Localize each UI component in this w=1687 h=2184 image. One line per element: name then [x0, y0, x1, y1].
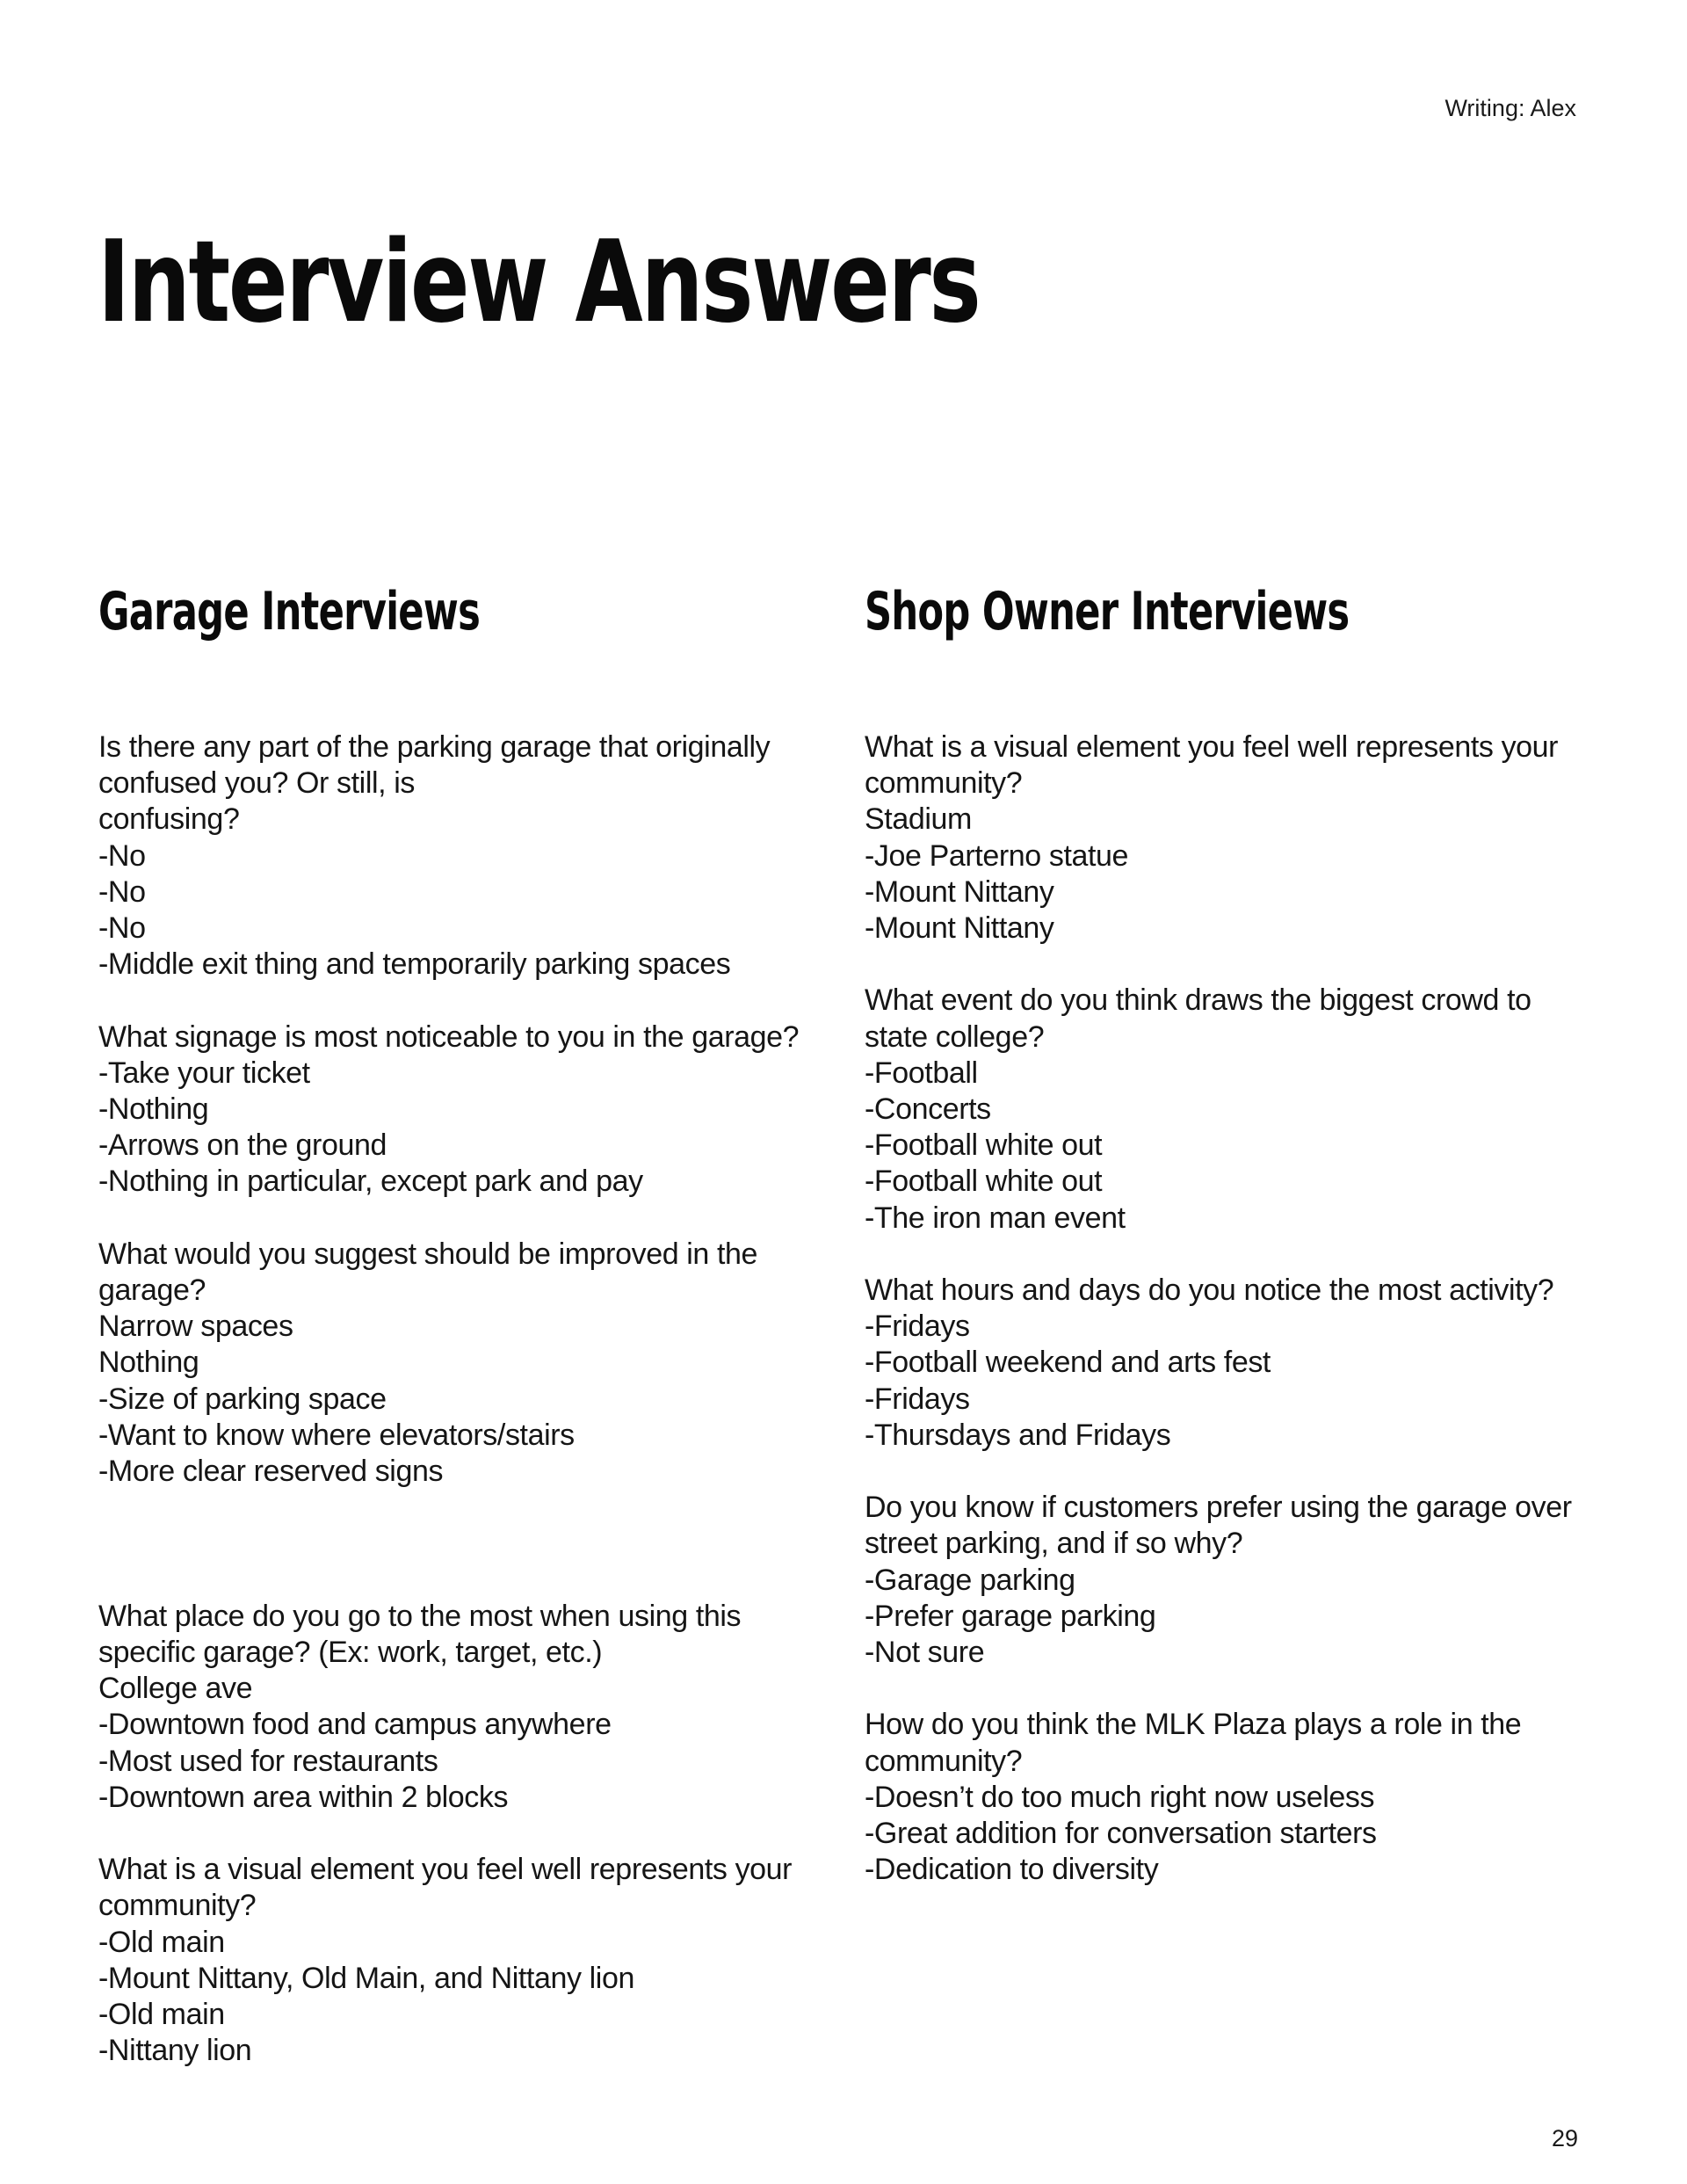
answer-line: -Joe Parterno statue: [865, 838, 1129, 873]
qa-block: [98, 1599, 819, 1816]
answer-line: -More clear reserved signs: [98, 1455, 444, 1489]
answer-line: -No: [98, 838, 146, 873]
question-line: How do you think the MLK Plaza plays a role in the: [865, 1708, 1522, 1742]
qa-block: [865, 729, 1585, 947]
question-line: community?: [98, 1889, 257, 1923]
answer-line: -Take your ticket: [98, 1056, 310, 1090]
question-line: community?: [865, 766, 1023, 801]
question-line: community?: [865, 1744, 1023, 1778]
answer-line: -Nothing: [98, 1092, 209, 1127]
qa-block: [98, 1019, 819, 1201]
answer-line: Nothing: [98, 1346, 199, 1380]
answer-line: -Football weekend and arts fest: [865, 1346, 1271, 1380]
shop-qa-list: [865, 729, 1585, 1888]
author-credit: Writing: Alex: [1444, 95, 1576, 121]
answer-line: -Fridays: [865, 1382, 970, 1416]
answer-line: -Nittany lion: [98, 2034, 252, 2068]
qa-block: [98, 1237, 819, 1490]
qa-block: [865, 1490, 1585, 1671]
answer-line: Narrow spaces: [98, 1310, 293, 1344]
answer-line: -Nothing in particular, except park and pay: [98, 1165, 643, 1199]
question-line: specific garage? (Ex: work, target, etc.): [98, 1636, 603, 1670]
shop-owner-interviews-heading: Shop Owner Interviews: [865, 581, 1350, 642]
answer-line: -Football white out: [865, 1128, 1103, 1163]
question-line: state college?: [865, 1019, 1045, 1054]
answer-line: -Garage parking: [865, 1563, 1075, 1597]
question-line: confused you? Or still, is: [98, 766, 415, 801]
answer-line: -Dedication to diversity: [865, 1853, 1159, 1887]
answer-line: -Want to know where elevators/stairs: [98, 1418, 575, 1452]
question-line: What signage is most noticeable to you in the garage?: [98, 1019, 800, 1054]
answer-line: College ave: [98, 1672, 253, 1706]
shop-owner-interviews-column: [865, 580, 1585, 1888]
answer-line: -Football: [865, 1056, 978, 1090]
question-line: What event do you think draws the biggest crowd to: [865, 983, 1531, 1018]
garage-interviews-heading: Garage Interviews: [98, 581, 481, 642]
page-number: 29: [1551, 2125, 1578, 2151]
qa-block: [98, 729, 819, 983]
answer-line: Stadium: [865, 802, 972, 837]
answer-line: -Middle exit thing and temporarily parking spaces: [98, 947, 731, 982]
question-line: Do you know if customers prefer using the garage over: [865, 1491, 1572, 1525]
question-line: What place do you go to the most when using this: [98, 1599, 742, 1633]
question-line: Is there any part of the parking garage that originally: [98, 730, 771, 764]
answer-line: -Concerts: [865, 1092, 991, 1127]
answer-line: -Old main: [98, 1925, 225, 1959]
answer-line: -Downtown area within 2 blocks: [98, 1780, 509, 1814]
qa-block: [865, 1273, 1585, 1454]
answer-line: -Old main: [98, 1998, 225, 2032]
garage-qa-list: [98, 729, 819, 2069]
qa-block: [865, 1707, 1585, 1888]
answer-line: -Football white out: [865, 1165, 1103, 1199]
question-line: garage?: [98, 1273, 206, 1308]
answer-line: -Downtown food and campus anywhere: [98, 1708, 612, 1742]
question-line: street parking, and if so why?: [865, 1527, 1243, 1561]
question-line: What would you suggest should be improved in the: [98, 1237, 758, 1271]
answer-line: -No: [98, 911, 146, 946]
question-line: What is a visual element you feel well represents your: [98, 1853, 793, 1887]
answer-line: -Mount Nittany: [865, 911, 1054, 946]
answer-line: -Doesn’t do too much right now useless: [865, 1780, 1375, 1814]
garage-interviews-column: [98, 580, 819, 2069]
answer-line: -Prefer garage parking: [865, 1599, 1156, 1633]
answer-line: -Thursdays and Fridays: [865, 1418, 1171, 1452]
question-line: What hours and days do you notice the most activity?: [865, 1273, 1554, 1308]
answer-line: -The iron man event: [865, 1201, 1126, 1235]
answer-line: -Arrows on the ground: [98, 1128, 387, 1163]
page-title: Interview Answers: [98, 217, 980, 348]
answer-line: -Fridays: [865, 1310, 970, 1344]
qa-block: [865, 983, 1585, 1236]
answer-line: -Size of parking space: [98, 1382, 387, 1416]
answer-line: -Mount Nittany, Old Main, and Nittany lion: [98, 1961, 634, 1995]
question-line: What is a visual element you feel well represents your: [865, 730, 1559, 764]
answer-line: -Mount Nittany: [865, 874, 1054, 909]
answer-line: -No: [98, 874, 146, 909]
answer-line: -Most used for restaurants: [98, 1744, 438, 1778]
answer-line: -Great addition for conversation starters: [865, 1817, 1377, 1851]
qa-block: [98, 1852, 819, 2069]
answer-line: -Not sure: [865, 1636, 985, 1670]
question-line: confusing?: [98, 802, 240, 837]
